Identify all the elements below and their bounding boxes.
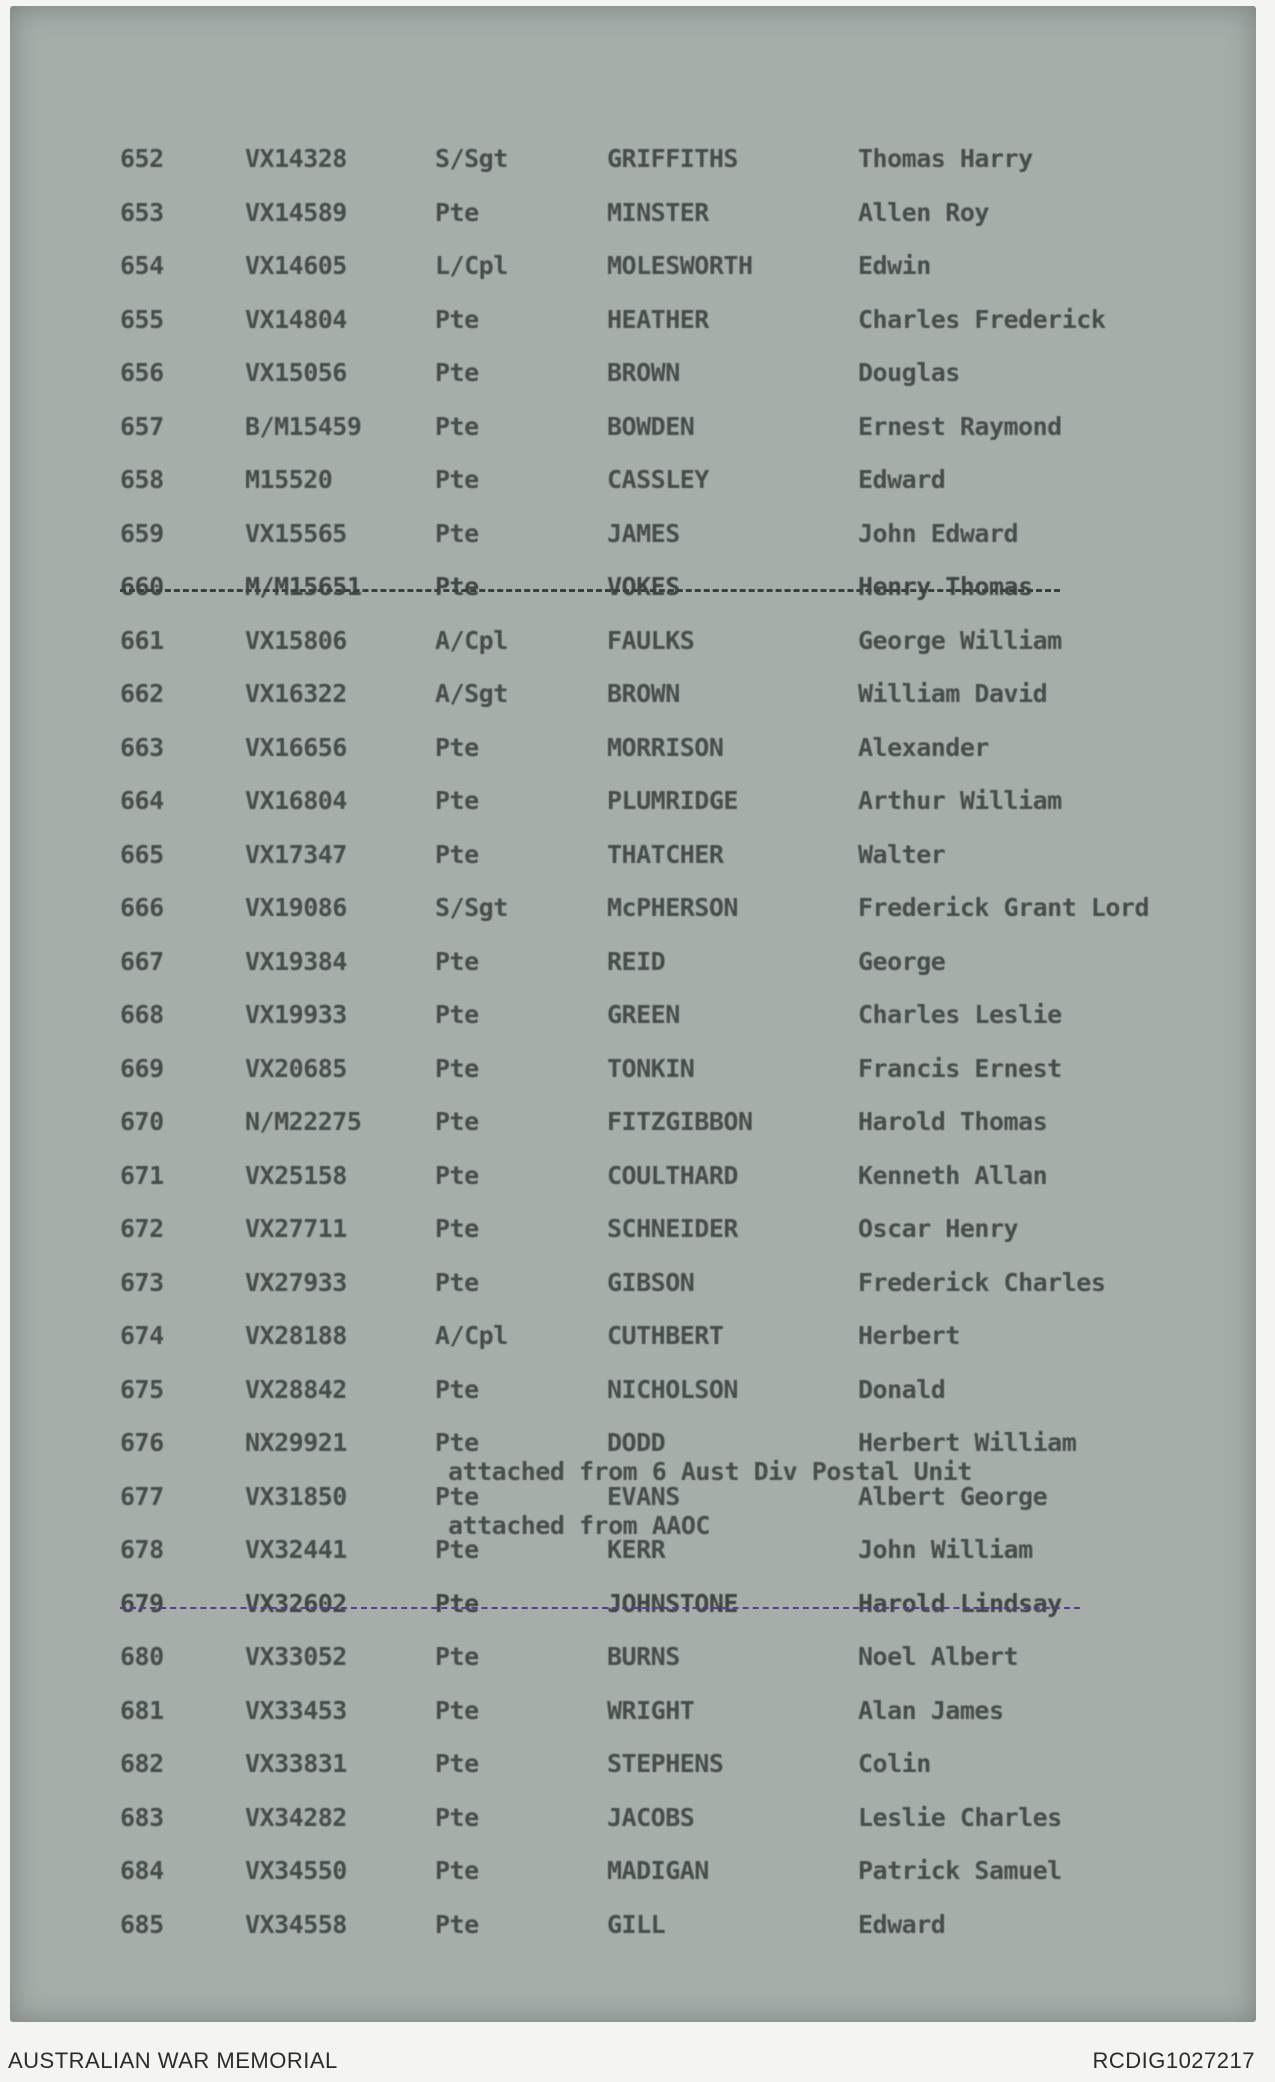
table-row (10, 1000, 1256, 1036)
given-names: Edwin (858, 251, 931, 280)
table-row (10, 947, 1256, 983)
table-row (10, 1161, 1256, 1197)
rank: Pte (435, 1909, 479, 1939)
row-number: 676 (120, 1428, 164, 1457)
given-names: Edward (858, 465, 946, 494)
table-row (10, 1107, 1256, 1143)
row-number: 666 (120, 893, 164, 922)
row-number: 665 (120, 839, 164, 869)
table-row (10, 251, 1256, 287)
given-names: Alexander (858, 732, 989, 762)
surname: MADIGAN (607, 1856, 709, 1885)
row-number: 658 (120, 465, 164, 494)
surname: JACOBS (607, 1802, 695, 1832)
surname: GILL (607, 1909, 666, 1939)
rank: Pte (435, 1695, 479, 1725)
service-number: VX19384 (245, 946, 347, 976)
surname: FAULKS (607, 625, 695, 655)
table-row (10, 144, 1256, 180)
table-row (10, 1749, 1256, 1785)
given-names: Ernest Raymond (858, 411, 1062, 441)
surname: EVANS (607, 1481, 680, 1511)
row-number: 679 (120, 1588, 164, 1618)
service-number: B/M15459 (245, 411, 362, 441)
surname: BURNS (607, 1642, 680, 1671)
surname: VOKES (607, 572, 680, 601)
table-row (10, 733, 1256, 769)
rank: Pte (435, 839, 479, 869)
given-names: John Edward (858, 518, 1019, 548)
given-names: Walter (858, 839, 946, 869)
surname: FITZGIBBON (607, 1107, 753, 1136)
rank: Pte (435, 1000, 479, 1029)
given-names: Henry Thomas (858, 572, 1033, 601)
given-names: Charles Frederick (858, 304, 1106, 334)
annotation-note: attached from AAOC (448, 1510, 710, 1540)
rank: S/Sgt (435, 893, 508, 922)
service-number: VX19086 (245, 893, 347, 922)
table-row (10, 412, 1256, 448)
given-names: Alan James (858, 1695, 1004, 1725)
table-row (10, 1054, 1256, 1090)
rank: Pte (435, 1428, 479, 1457)
rank: Pte (435, 1856, 479, 1885)
surname: SCHNEIDER (607, 1214, 738, 1243)
given-names: Douglas (858, 358, 960, 387)
given-names: Frederick Charles (858, 1267, 1106, 1297)
surname: KERR (607, 1535, 666, 1564)
surname: CASSLEY (607, 465, 709, 494)
given-names: George (858, 946, 946, 976)
rank: A/Sgt (435, 679, 508, 708)
row-number: 685 (120, 1909, 164, 1939)
service-number: VX28188 (245, 1321, 347, 1350)
table-row (10, 465, 1256, 501)
service-number: VX33453 (245, 1695, 347, 1725)
service-number: VX14328 (245, 144, 347, 173)
row-number: 655 (120, 304, 164, 334)
given-names: Harold Lindsay (858, 1588, 1062, 1618)
table-row (10, 1375, 1256, 1411)
rank: Pte (435, 1160, 479, 1190)
surname: STEPHENS (607, 1749, 724, 1778)
row-number: 664 (120, 786, 164, 815)
table-row (10, 198, 1256, 234)
given-names: Herbert William (858, 1428, 1077, 1457)
service-number: VX16804 (245, 786, 347, 815)
service-number: VX31850 (245, 1481, 347, 1511)
row-number: 672 (120, 1214, 164, 1243)
surname: GRIFFITHS (607, 144, 738, 173)
rank: Pte (435, 304, 479, 334)
rank: Pte (435, 1749, 479, 1778)
surname: NICHOLSON (607, 1374, 738, 1404)
rank: A/Cpl (435, 625, 508, 655)
surname: HEATHER (607, 304, 709, 334)
given-names: Harold Thomas (858, 1107, 1048, 1136)
service-number: VX20685 (245, 1053, 347, 1083)
annotation-note: attached from 6 Aust Div Postal Unit (448, 1457, 972, 1486)
surname: GREEN (607, 1000, 680, 1029)
service-number: VX34558 (245, 1909, 347, 1939)
given-names: Edward (858, 1909, 946, 1939)
row-number: 653 (120, 197, 164, 227)
row-number: 681 (120, 1695, 164, 1725)
surname: BOWDEN (607, 411, 695, 441)
given-names: Patrick Samuel (858, 1856, 1062, 1885)
row-number: 659 (120, 518, 164, 548)
row-number: 657 (120, 411, 164, 441)
given-names: Arthur William (858, 786, 1062, 815)
given-names: Charles Leslie (858, 1000, 1062, 1029)
rank: Pte (435, 732, 479, 762)
rank: Pte (435, 1535, 479, 1564)
service-number: VX33052 (245, 1642, 347, 1671)
service-number: VX15565 (245, 518, 347, 548)
rank: Pte (435, 1481, 479, 1511)
row-number: 662 (120, 679, 164, 708)
row-number: 680 (120, 1642, 164, 1671)
given-names: Colin (858, 1749, 931, 1778)
service-number: VX16656 (245, 732, 347, 762)
surname: JAMES (607, 518, 680, 548)
strikethrough-line (120, 1607, 1080, 1609)
rank: Pte (435, 786, 479, 815)
surname: BROWN (607, 679, 680, 708)
service-number: VX33831 (245, 1749, 347, 1778)
document-sheet (10, 6, 1256, 2022)
service-number: VX27711 (245, 1214, 347, 1243)
rank: Pte (435, 1053, 479, 1083)
table-row (10, 1642, 1256, 1678)
table-row (10, 1696, 1256, 1732)
given-names: Oscar Henry (858, 1214, 1019, 1243)
rank: Pte (435, 518, 479, 548)
table-row (10, 1856, 1256, 1892)
given-names: Leslie Charles (858, 1802, 1062, 1832)
rank: Pte (435, 1107, 479, 1136)
surname: DODD (607, 1428, 666, 1457)
service-number: VX16322 (245, 679, 347, 708)
row-number: 675 (120, 1374, 164, 1404)
given-names: Allen Roy (858, 197, 989, 227)
rank: Pte (435, 1267, 479, 1297)
table-row (10, 786, 1256, 822)
row-number: 674 (120, 1321, 164, 1350)
service-number: VX14589 (245, 197, 347, 227)
service-number: NX29921 (245, 1428, 347, 1457)
surname: THATCHER (607, 839, 724, 869)
row-number: 668 (120, 1000, 164, 1029)
table-row (10, 893, 1256, 929)
footer-id: RCDIG1027217 (1092, 2048, 1255, 2073)
table-row (10, 1589, 1256, 1625)
rank: Pte (435, 1214, 479, 1243)
given-names: Francis Ernest (858, 1053, 1062, 1083)
surname: BROWN (607, 358, 680, 387)
table-row (10, 1321, 1256, 1357)
service-number: VX27933 (245, 1267, 347, 1297)
surname: WRIGHT (607, 1695, 695, 1725)
row-number: 673 (120, 1267, 164, 1297)
given-names: Herbert (858, 1321, 960, 1350)
surname: MINSTER (607, 197, 709, 227)
row-number: 654 (120, 251, 164, 280)
service-number: VX32441 (245, 1535, 347, 1564)
given-names: Noel Albert (858, 1642, 1019, 1671)
rank: Pte (435, 465, 479, 494)
service-number: VX34282 (245, 1802, 347, 1832)
rank: Pte (435, 1802, 479, 1832)
rank: L/Cpl (435, 251, 508, 280)
service-number: VX34550 (245, 1856, 347, 1885)
given-names: Donald (858, 1374, 946, 1404)
surname: JOHNSTONE (607, 1588, 738, 1618)
service-number: VX17347 (245, 839, 347, 869)
table-row (10, 305, 1256, 341)
given-names: Kenneth Allan (858, 1160, 1048, 1190)
surname: PLUMRIDGE (607, 786, 738, 815)
service-number: VX28842 (245, 1374, 347, 1404)
service-number: VX15056 (245, 358, 347, 387)
service-number: VX32602 (245, 1588, 347, 1618)
row-number: 669 (120, 1053, 164, 1083)
given-names: Albert George (858, 1481, 1048, 1511)
surname: COULTHARD (607, 1160, 738, 1190)
rank: S/Sgt (435, 144, 508, 173)
service-number: VX19933 (245, 1000, 347, 1029)
table-row (10, 1535, 1256, 1571)
table-row (10, 1910, 1256, 1946)
rank: Pte (435, 358, 479, 387)
surname: REID (607, 946, 666, 976)
service-number: VX25158 (245, 1160, 347, 1190)
table-row (10, 679, 1256, 715)
rank: Pte (435, 197, 479, 227)
given-names: John William (858, 1535, 1033, 1564)
row-number: 682 (120, 1749, 164, 1778)
rank: Pte (435, 1642, 479, 1671)
given-names: Thomas Harry (858, 144, 1033, 173)
row-number: 656 (120, 358, 164, 387)
strikethrough-line (120, 589, 1060, 592)
service-number: N/M22275 (245, 1107, 362, 1136)
surname: GIBSON (607, 1267, 695, 1297)
rank: Pte (435, 572, 479, 601)
row-number: 660 (120, 572, 164, 601)
table-row (10, 626, 1256, 662)
rank: Pte (435, 1588, 479, 1618)
surname: MOLESWORTH (607, 251, 753, 280)
service-number: VX14804 (245, 304, 347, 334)
service-number: VX15806 (245, 625, 347, 655)
row-number: 677 (120, 1481, 164, 1511)
rank: Pte (435, 1374, 479, 1404)
given-names: George William (858, 625, 1062, 655)
table-row (10, 840, 1256, 876)
table-row (10, 572, 1256, 608)
row-number: 683 (120, 1802, 164, 1832)
row-number: 671 (120, 1160, 164, 1190)
row-number: 663 (120, 732, 164, 762)
service-number: M/M15651 (245, 572, 362, 601)
row-number: 678 (120, 1535, 164, 1564)
table-row (10, 358, 1256, 394)
table-row (10, 1268, 1256, 1304)
table-row (10, 519, 1256, 555)
surname: TONKIN (607, 1053, 695, 1083)
rank: A/Cpl (435, 1321, 508, 1350)
row-number: 652 (120, 144, 164, 173)
rank: Pte (435, 411, 479, 441)
table-row (10, 1214, 1256, 1250)
service-number: M15520 (245, 465, 333, 494)
given-names: Frederick Grant Lord (858, 893, 1150, 922)
footer-source: AUSTRALIAN WAR MEMORIAL (8, 2048, 338, 2073)
row-number: 667 (120, 946, 164, 976)
given-names: William David (858, 679, 1048, 708)
surname: MORRISON (607, 732, 724, 762)
surname: CUTHBERT (607, 1321, 724, 1350)
row-number: 661 (120, 625, 164, 655)
row-number: 670 (120, 1107, 164, 1136)
row-number: 684 (120, 1856, 164, 1885)
rank: Pte (435, 946, 479, 976)
table-row (10, 1803, 1256, 1839)
surname: McPHERSON (607, 893, 738, 922)
service-number: VX14605 (245, 251, 347, 280)
